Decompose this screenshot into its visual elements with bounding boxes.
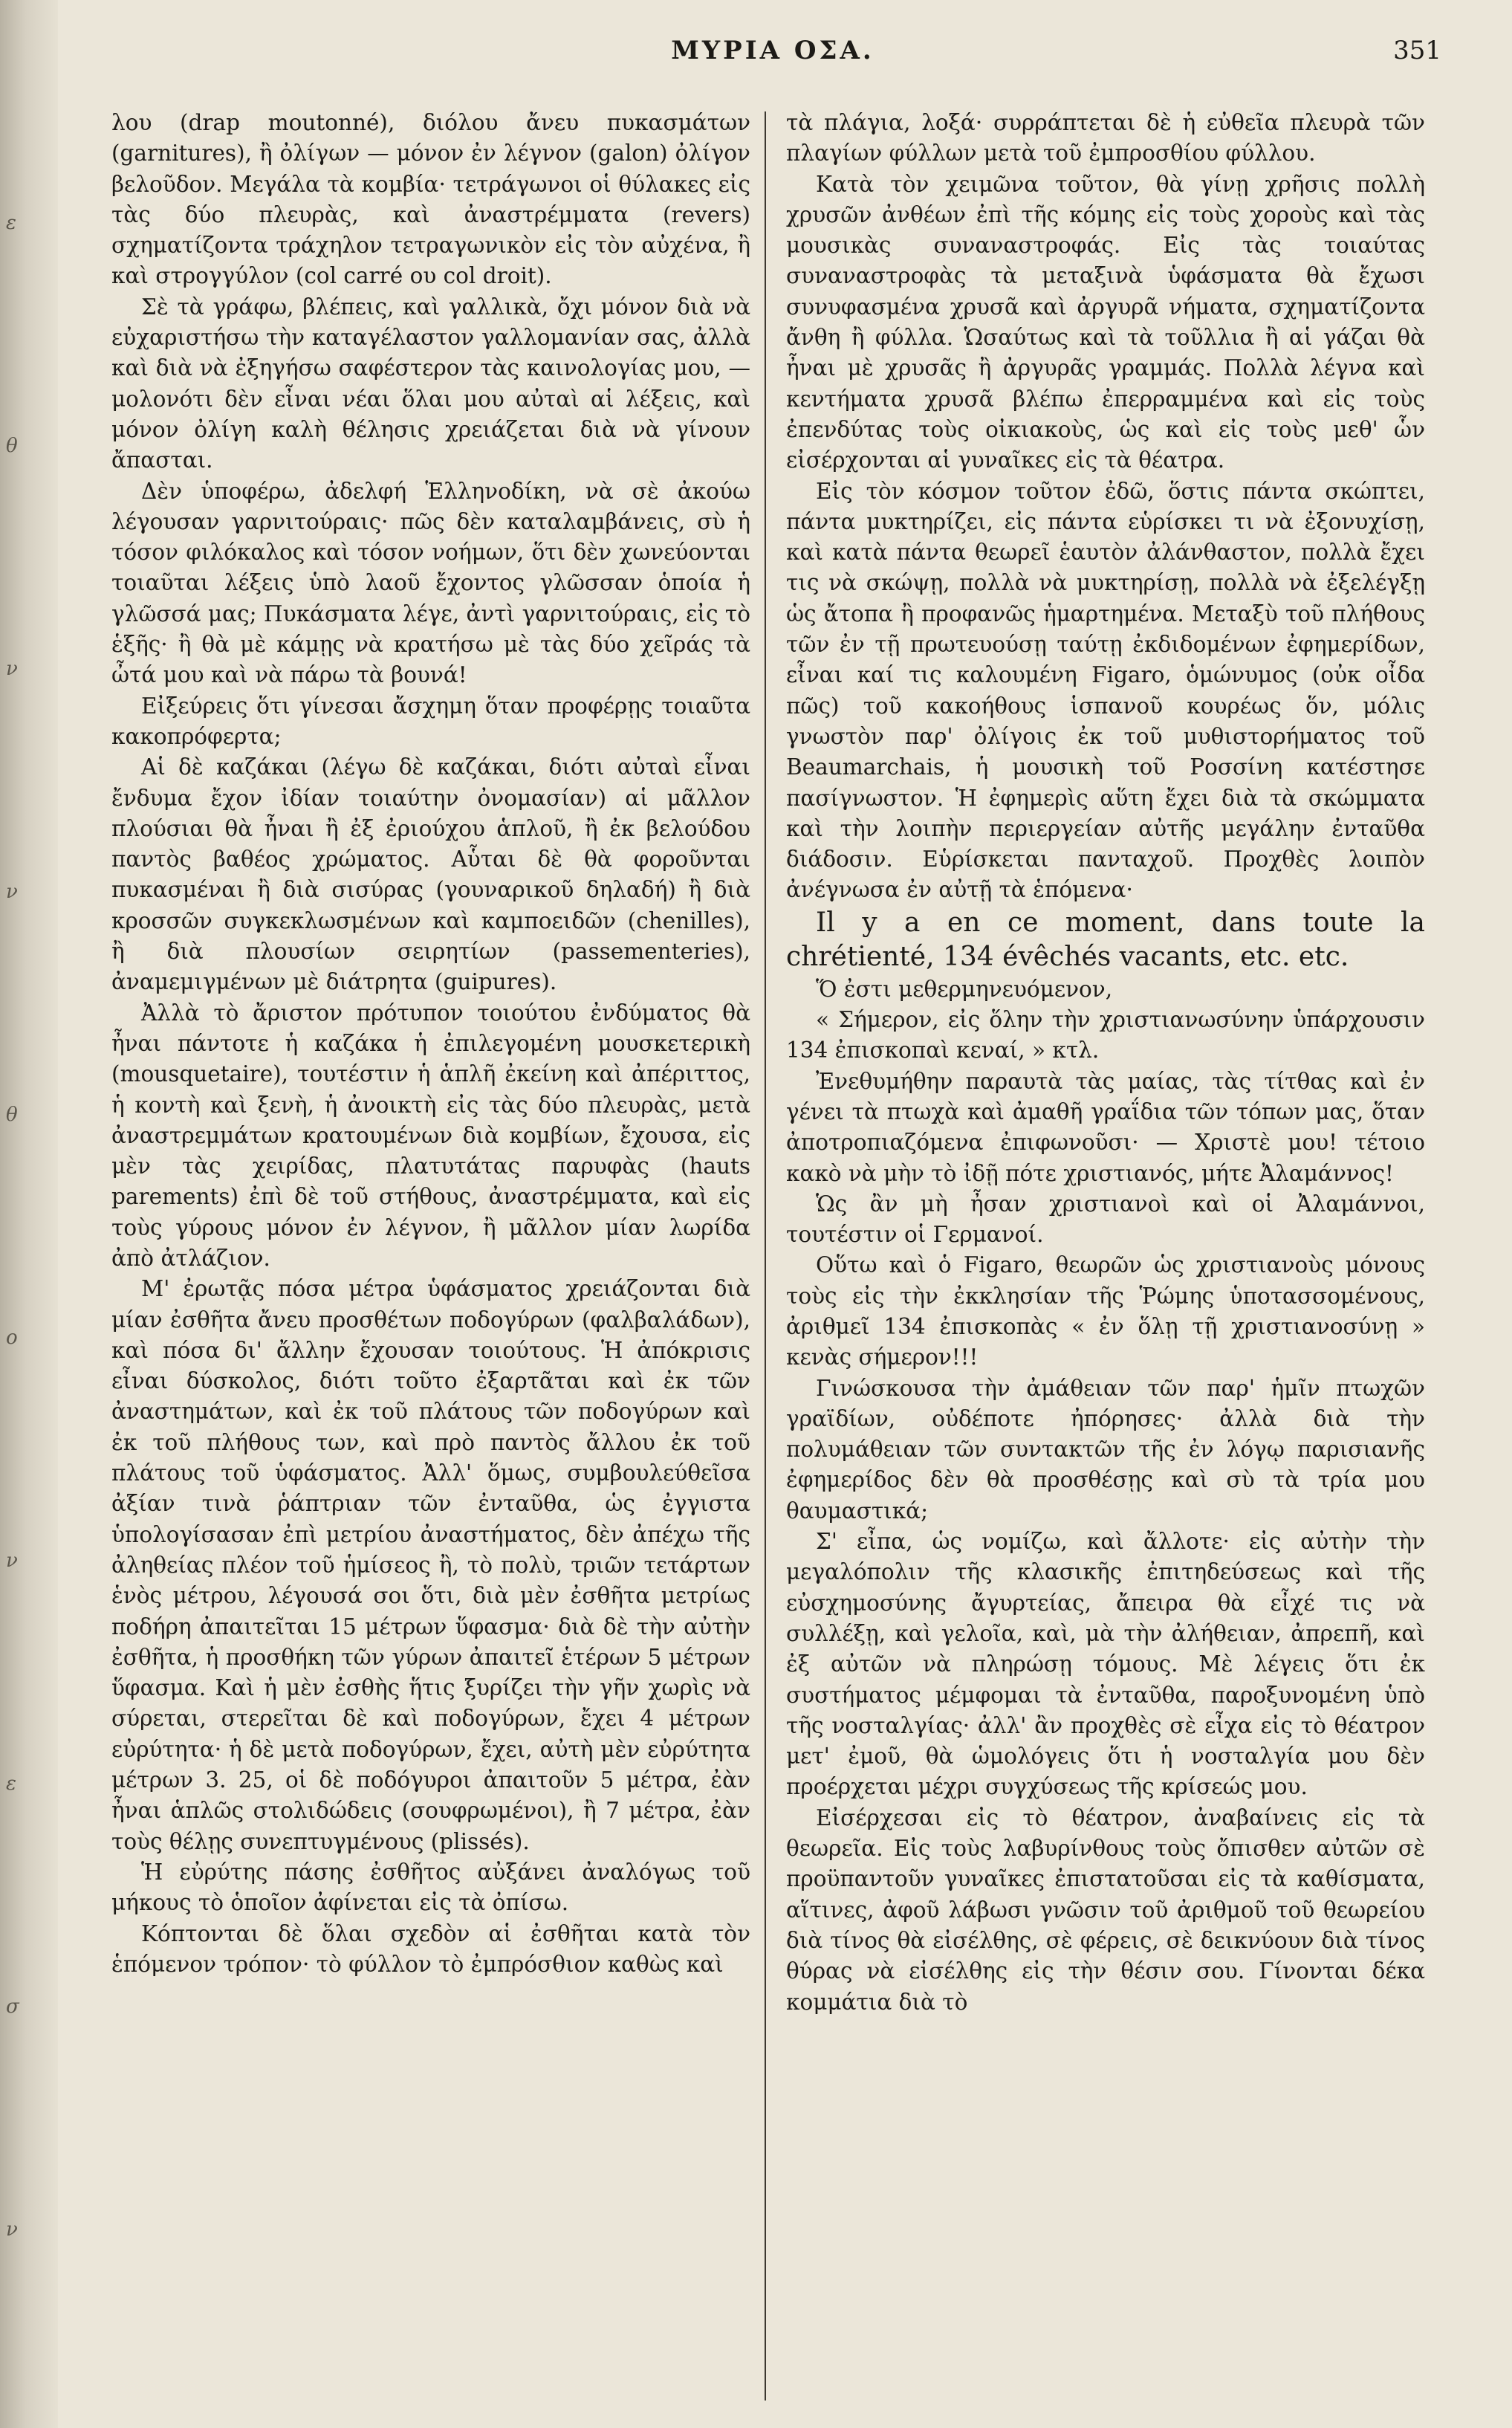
- paragraph: Εἰξεύρεις ὅτι γίνεσαι ἄσχημη ὅταν προφέρῃς τοιαῦτα κακοπρόφερτα;: [111, 693, 750, 749]
- paragraph: Ἐνεθυμήθην παραυτὰ τὰς μαίας, τὰς τίτθας καὶ ἐν γένει τὰ πτωχὰ καὶ ἀμαθῆ γραΐδια τῶν τόπων μας, ὅταν ἀποτροπιαζόμενα ἐπιφωνοῦσι· — Χριστὲ μου! τέτοιο κακὸ νὰ μὴν τὸ ἰδῇ πότε χριστιανός, μήτε Ἀλαμάννος!: [786, 1068, 1425, 1186]
- page-header: [104, 36, 1441, 80]
- margin-mark: θ: [6, 1104, 18, 1126]
- left-column: [111, 108, 750, 2412]
- paragraph: Μ' ἐρωτᾷς πόσα μέτρα ὑφάσματος χρειάζονται διὰ μίαν ἐσθῆτα ἄνευ προσθέτων ποδογύρων (φαλβαλάδων), καὶ πόσα δι' ἄλλην ἔχουσαν τοιούτους. Ἡ ἀπόκρισις εἶναι δύσκολος, διότι τοῦτο ἐξαρτᾶται καὶ ἐκ τῶν ἀναστημάτων, καὶ ἐκ τοῦ πλάτους τῶν ποδογύρων καὶ ἐκ τοῦ πλήθους των, καὶ πρὸ παντὸς ἄλλου ἐκ τοῦ πλάτους τοῦ ὑφάσματος. Ἀλλ' ὅμως, συμβουλεύθεῖσα ἀξίαν τινὰ ῥάπτριαν τῶν ἐνταῦθα, ὡς ἐγγιστα ὑπολογίσασαν ἐπὶ μετρίου ἀναστήματος, δὲν ἀπέχω τῆς ἀληθείας πλέον τοῦ ἡμίσεος ἢ, τὸ πολὺ, τριῶν τετάρτων ἑνὸς μέτρου, λέγουσά σοι ὅτι, διὰ μὲν ἐσθῆτα μετρίως ποδήρη ἀπαιτεῖται 15 μέτρων ὕφασμα· διὰ δὲ τὴν αὐτὴν ἐσθῆτα, ἡ προσθήκη τῶν γύρων ἀπαιτεῖ ἑτέρων 5 μέτρων ὕφασμα. Καὶ ἡ μὲν ἐσθὴς ἥτις ξυρίζει τὴν γῆν χωρὶς νὰ σύρεται, στερεῖται δὲ καὶ ποδογύρων, ἔχει 4 μέτρων εὐρύτητα· ἡ δὲ μετὰ ποδογύρων, ἔχει, αὐτὴ μὲν εὐρύτητα μέτρων 3. 25, οἱ δὲ ποδόγυροι ἀπαιτοῦν 5 μέτρα, ἐὰν ἦναι ἁπλῶς στολιδώδεις (σουφρωμένοι), ἢ 7 μέτρα, ἐὰν τοὺς θέλῃς συνεπτυγμένους (plissés).: [111, 1276, 750, 1854]
- margin-mark: θ: [6, 435, 18, 457]
- column-divider: [765, 111, 766, 2401]
- paragraph: Κατὰ τὸν χειμῶνα τοῦτον, θὰ γίνῃ χρῆσις πολλὴ χρυσῶν ἀνθέων ἐπὶ τῆς κόμης εἰς τοὺς χοροὺς καὶ τὰς μουσικὰς συναναστροφάς. Εἰς τὰς τοιαύτας συναναστροφὰς τὰ μεταξινὰ ὑφάσματα θὰ ἔχωσι συνυφασμένα χρυσᾶ καὶ ἀργυρᾶ νήματα, σχηματίζοντα ἄνθη ἢ φύλλα. Ὡσαύτως καὶ τὰ τοῦλλια ἢ αἱ γάζαι θὰ ἦναι μὲ χρυσᾶς ἢ ἀργυρᾶς γραμμάς. Πολλὰ λέγνα καὶ κεντήματα χρυσᾶ βλέπω ἐπερραμμένα καὶ εἰς τοὺς ἐπενδύτας τοὺς οἰκιακοὺς, ὡς καὶ εἰς τοὺς μεθ' ὧν εἰσέρχονται αἱ γυναῖκες εἰς τὰ θέατρα.: [786, 171, 1425, 473]
- right-column: [786, 108, 1425, 2412]
- margin-mark: ν: [6, 2218, 18, 2241]
- paragraph: Ὅ ἐστι μεθερμηνευόμενον,: [816, 976, 1113, 1002]
- paragraph: Γινώσκουσα τὴν ἀμάθειαν τῶν παρ' ἡμῖν πτωχῶν γραϊδίων, οὐδέποτε ἠπόρησες· ἀλλὰ διὰ τὴν πολυμάθειαν τῶν συντακτῶν τῆς ἐν λόγῳ παρισιανῆς ἐφημερίδος δὲν θὰ προσθέσῃς καὶ σὺ τὰ τρία μου θαυμαστικά;: [786, 1375, 1425, 1524]
- paragraph: Ὡς ἂν μὴ ἦσαν χριστιανοὶ καὶ οἱ Ἀλαμάννοι, τουτέστιν οἱ Γερμανοί.: [786, 1191, 1425, 1248]
- paragraph: τὰ πλάγια, λοξά· συρράπτεται δὲ ἡ εὐθεῖα πλευρὰ τῶν πλαγίων φύλλων μετὰ τοῦ ἐμπροσθίου φύλλου.: [786, 110, 1425, 166]
- margin-mark: ε: [6, 212, 16, 234]
- paragraph: Εἰς τὸν κόσμον τοῦτον ἐδῶ, ὅστις πάντα σκώπτει, πάντα μυκτηρίζει, εἰς πάντα εὑρίσκει τι νὰ ἐξονυχίσῃ, καὶ κατὰ πάντα θεωρεῖ ἑαυτὸν ἀλάνθαστον, πολλὰ ἔχει τις νὰ σκώψῃ, πολλὰ νὰ μυκτηρίσῃ, πολλὰ νὰ ἐξελέγξῃ ὡς ἄτοπα ἢ προφανῶς ἡμαρτημένα. Μεταξὺ τοῦ πλήθους τῶν ἐν τῇ πρωτευούσῃ ταύτῃ ἐκδιδομένων ἐφημερίδων, εἶναι καί τις καλουμένη Figaro, ὁμώνυμος (οὐκ οἶδα πῶς) τοῦ κακοήθους ἱσπανοῦ κουρέως ὅν, μόλις γνωστὸν παρ' ὀλίγοις ἐκ τοῦ μυθιστορήματος τοῦ Beaumarchais, ἡ μουσικὴ τοῦ Ροσσίνη κατέστησε πασίγνωστον. Ἡ ἐφημερὶς αὕτη ἔχει διὰ τὰ σκώμματα καὶ τὴν λοιπὴν περιεργείαν αὐτῆς μεγάλην ἐνταῦθα διάδοσιν. Εὑρίσκεται πανταχοῦ. Προχθὲς λοιπὸν ἀνέγνωσα ἐν αὐτῇ τὰ ἑπόμενα·: [786, 478, 1425, 903]
- margin-mark: ε: [6, 1773, 16, 1795]
- running-head: ΜΥΡΙΑ ΟΣΑ.: [671, 36, 875, 65]
- paragraph: Αἱ δὲ καζάκαι (λέγω δὲ καζάκαι, διότι αὐταὶ εἶναι ἔνδυμα ἔχον ἰδίαν τοιαύτην ὀνομασίαν) αἱ μᾶλλον πλούσιαι θὰ ἦναι ἢ ἐξ ἐριούχου ἁπλοῦ, ἢ ἐκ βελούδου παντὸς βαθέος χρώματος. Αὗται δὲ θὰ φοροῦνται πυκασμέναι ἢ διὰ σισύρας (γουναρικοῦ δηλαδή) ἢ διὰ κροσσῶν συγκεκλωσμένων καὶ καμποειδῶν (chenilles), ἢ διὰ πλουσίων σειρητίων (passementeries), ἀναμεμιγμένων μὲ διάτρητα (guipures).: [111, 754, 750, 995]
- paragraph: « Σήμερον, εἰς ὅλην τὴν χριστιανωσύνην ὑπάρχουσιν 134 ἐπισκοπαὶ κεναί, » κτλ.: [786, 1007, 1425, 1064]
- paragraph: Ἡ εὐρύτης πάσης ἐσθῆτος αὐξάνει ἀναλόγως τοῦ μήκους τὸ ὁποῖον ἀφίνεται εἰς τὰ ὀπίσω.: [111, 1859, 750, 1916]
- page-number: 351: [1393, 36, 1441, 65]
- paragraph: Κόπτονται δὲ ὅλαι σχεδὸν αἱ ἐσθῆται κατὰ τὸν ἑπόμενον τρόπον· τὸ φύλλον τὸ ἐμπρόσθιον καθὼς καὶ: [111, 1920, 750, 1977]
- margin-mark: ν: [6, 658, 18, 680]
- margin-mark: σ: [6, 1995, 19, 2018]
- paragraph: Ἀλλὰ τὸ ἄριστον πρότυπον τοιούτου ἐνδύματος θὰ ἦναι πάντοτε ἡ καζάκα ἡ ἐπιλεγομένη μουσκετερικὴ (mousquetaire), τουτέστιν ἡ ἁπλῆ ἐκείνη καὶ ἀπέριττος, ἡ κοντὴ καὶ ξενὴ, ἡ ἀνοικτὴ εἰς τὰς δύο πλευρὰς, μετὰ ἀναστρεμμάτων κρατουμένων διὰ κομβίων, ἔχουσα, εἰς μὲν τὰς χειρίδας, πλατυτάτας παρυφὰς (hauts parements) ἐπὶ δὲ τοῦ στήθους, ἀναστρέμματα, καὶ εἰς τοὺς γύρους μόνον ἐν λέγνον, ἢ μᾶλλον μίαν λωρίδα ἀπὸ ἀτλάζιον.: [111, 1000, 750, 1271]
- paragraph: Σ' εἶπα, ὡς νομίζω, καὶ ἄλλοτε· εἰς αὐτὴν τὴν μεγαλόπολιν τῆς κλασικῆς ἐπιτηδεύσεως καὶ τῆς εὐσχημοσύνης ἄγυρτείας, ἄπειρα θὰ εἶχέ τις νὰ συλλέξῃ, καὶ γελοῖα, καὶ, μὰ τὴν ἀλήθειαν, ἀπρεπῆ, καὶ ἐξ αὐτῶν νὰ πληρώσῃ τόμους. Μὲ λέγεις ὅτι ἐκ συστήματος μέμφομαι τὰ ἐνταῦθα, παροξυνομένη ὑπὸ τῆς νοσταλγίας· ἀλλ' ἂν προχθὲς σὲ εἶχα εἰς τὸ θέατρον μετ' ἐμοῦ, θὰ ὡμολόγεις ὅτι ἡ νοσταλγία μου δὲν προέρχεται μέχρι συγχύσεως τῆς κρίσεώς μου.: [786, 1529, 1425, 1800]
- french-quote: Il y a en ce moment, dans toute la chrétienté, 134 évêchés vacants, etc. etc.: [786, 907, 1425, 972]
- margin-mark: ν: [6, 881, 18, 903]
- paragraph: Σὲ τὰ γράφω, βλέπεις, καὶ γαλλικὰ, ὄχι μόνον διὰ νὰ εὐχαριστήσω τὴν καταγέλαστον γαλλομανίαν σας, ἀλλὰ καὶ διὰ νὰ ἐξηγήσω σαφέστερον τὰς καινολογίας μου, — μολονότι δὲν εἶναι νέαι ὅλαι μου αὐταὶ αἱ λέξεις, καὶ μόνον ὀλίγη καλὴ θέλησις χρειάζεται διὰ νὰ γίνουν ἄπασται.: [111, 294, 750, 473]
- margin-mark: ο: [6, 1327, 18, 1349]
- margin-marks: [6, 111, 51, 2341]
- paragraph: Δὲν ὑποφέρω, ἀδελφή Ἑλληνοδίκη, νὰ σὲ ἀκούω λέγουσαν γαρνιτούραις· πῶς δὲν καταλαμβάνεις, σὺ ἡ τόσον φιλόκαλος καὶ τόσον νοήμων, ὅτι δὲν χωνεύονται τοιαῦται λέξεις ὑπὸ λαοῦ ἔχοντος γλῶσσαν ὁποία ἡ γλῶσσά μας; Πυκάσματα λέγε, ἀντὶ γαρνιτούραις, εἰς τὸ ἑξῆς· ἢ θὰ μὲ κάμῃς νὰ κρατήσω μὲ τὰς δύο χεῖράς τὰ ὦτά μου καὶ νὰ πάρω τὰ βουνά!: [111, 478, 750, 688]
- paragraph: λου (drap moutonné), διόλου ἄνευ πυκασμάτων (garnitures), ἢ ὀλίγων — μόνον ἐν λέγνον (galon) ὀλίγον βελοῦδον. Μεγάλα τὰ κομβία· τετράγωνοι οἱ θύλακες εἰς τὰς δύο πλευρὰς, καὶ ἀναστρέμματα (revers) σχηματίζοντα τράχηλον τετραγωνικὸν εἰς τὸν αὐχένα, ἢ καὶ στρογγύλον (col carré ου col droit).: [111, 110, 750, 289]
- paragraph: Οὕτω καὶ ὁ Figaro, θεωρῶν ὡς χριστιανοὺς μόνους τοὺς εἰς τὴν ἐκκλησίαν τῆς Ῥώμης ὑποτασσομένους, ἀριθμεῖ 134 ἐπισκοπὰς « ἐν ὅλῃ τῇ χριστιανοσύνῃ » κενὰς σήμερον!!!: [786, 1252, 1425, 1370]
- paragraph: Εἰσέρχεσαι εἰς τὸ θέατρον, ἀναβαίνεις εἰς τὰ θεωρεῖα. Εἰς τοὺς λαβυρίνθους τοὺς ὄπισθεν αὐτῶν σὲ προϋπαντοῦν γυναῖκες ἐπιστατοῦσαι εἰς τὰ καθίσματα, αἵτινες, ἀφοῦ λάβωσι γνῶσιν τοῦ ἀριθμοῦ τοῦ θεωρείου διὰ τίνος θὰ εἰσέλθης, σὲ φέρεις, σὲ δεικνύουν διὰ τίνος θύρας νὰ εἰσέλθης εἰς τὴν θέσιν σου. Γίνονται δέκα κομμάτια διὰ τὸ: [786, 1804, 1425, 2015]
- margin-mark: ν: [6, 1550, 18, 1572]
